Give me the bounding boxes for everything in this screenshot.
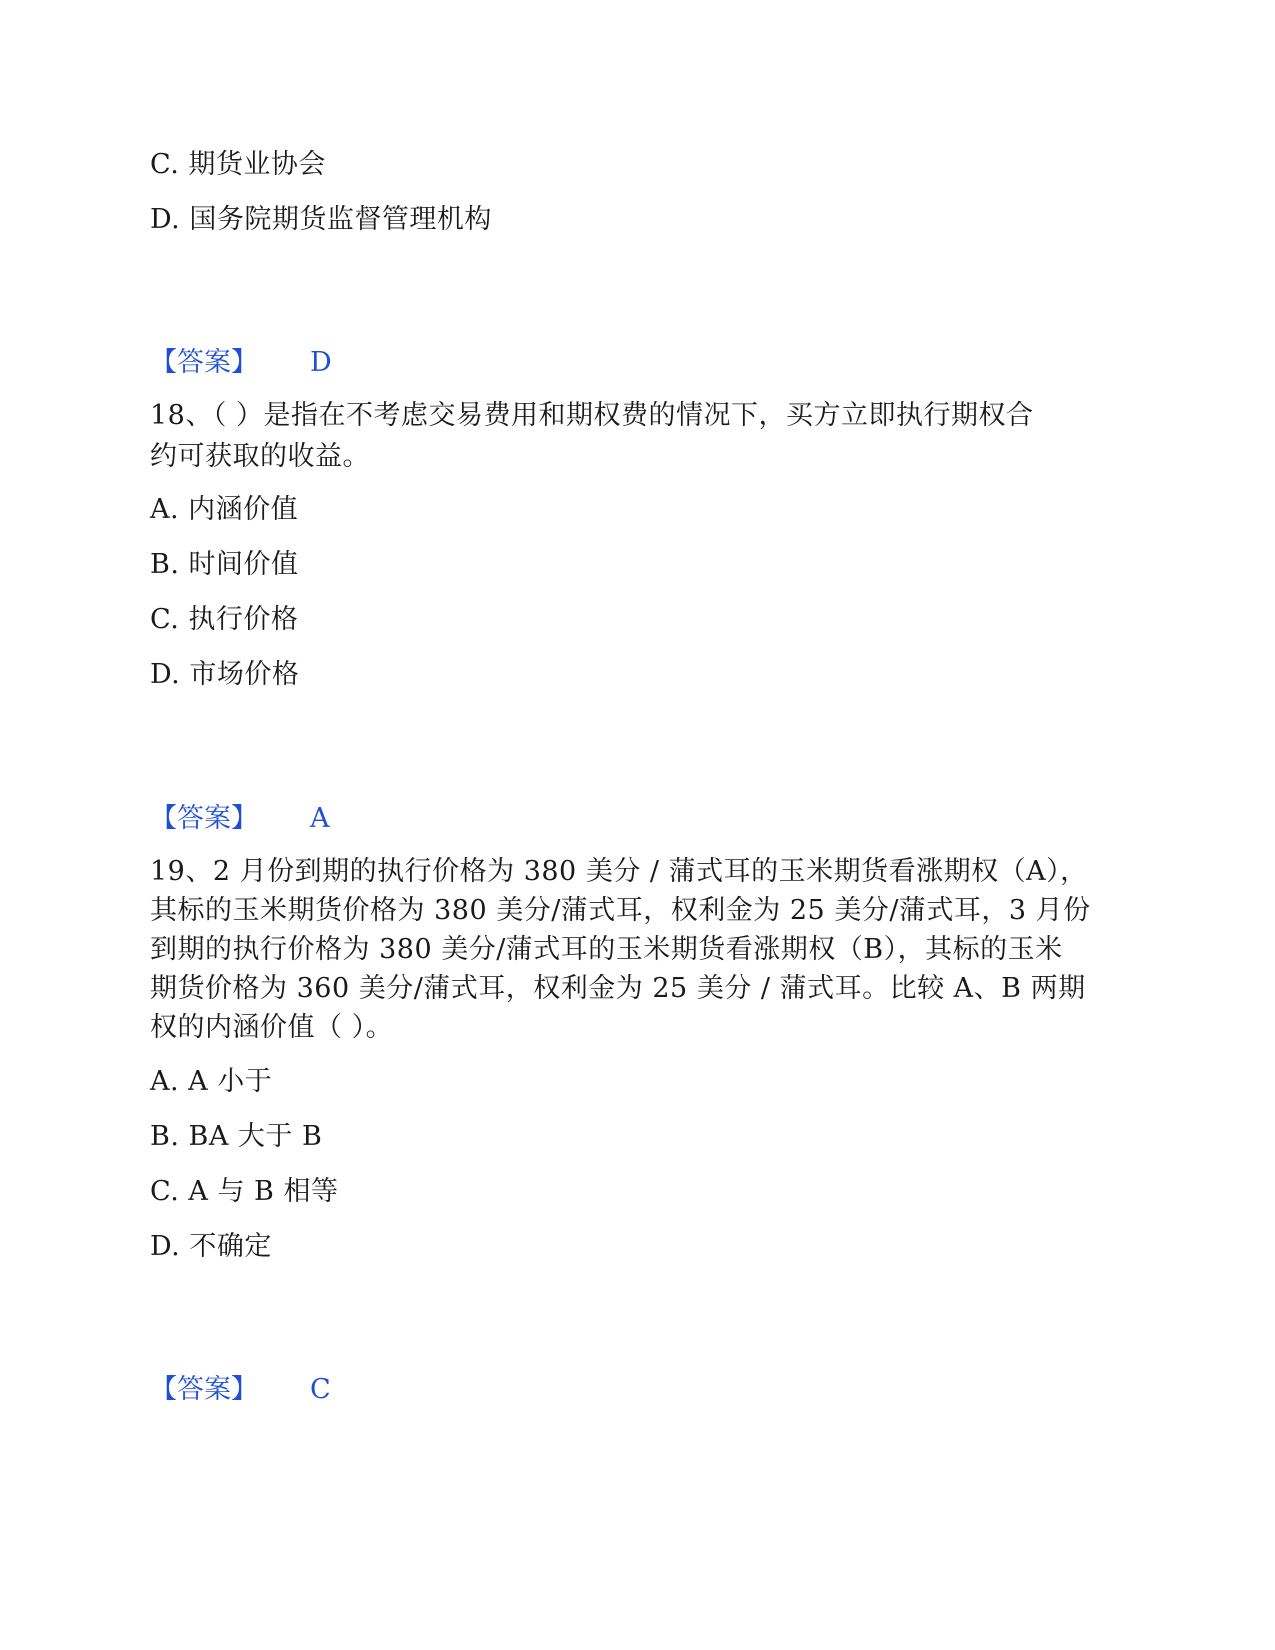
q18-option-b: B. 时间价值 [150,549,299,580]
q19-stem-line-1: 19、2 月份到期的执行价格为 380 美分 / 蒲式耳的玉米期货看涨期权（A）， [150,856,1088,887]
answer-label: 【答案】 [150,1374,258,1405]
q19-option-c: C. A 与 B 相等 [150,1176,339,1207]
q19-stem-line-5: 权的内涵价值（ ）。 [150,1012,394,1043]
answer-value: A [310,803,330,834]
q19-stem-line-2: 其标的玉米期货价格为 380 美分/蒲式耳，权利金为 25 美分/蒲式耳，3 月份 [150,895,1091,926]
q19-option-a: A. A 小于 [150,1066,273,1097]
answer-value: D [310,347,332,378]
q19-stem-line-4: 期货价格为 360 美分/蒲式耳，权利金为 25 美分 / 蒲式耳。比较 A、B 两期 [150,973,1086,1004]
q17-option-d: D. 国务院期货监督管理机构 [150,204,492,235]
q17-answer [150,343,332,383]
q18-option-a: A. 内涵价值 [150,494,299,525]
q19-stem-line-3: 到期的执行价格为 380 美分/蒲式耳的玉米期货看涨期权（B），其标的玉米 [150,934,1063,965]
q18-stem-line-2: 约可获取的收益。 [150,441,370,472]
q19-option-b: B. BA 大于 B [150,1121,323,1152]
q19-answer [150,1370,331,1410]
q19-option-d: D. 不确定 [150,1231,272,1262]
q18-option-c: C. 执行价格 [150,604,299,635]
answer-value: C [310,1374,331,1405]
q17-option-c: C. 期货业协会 [150,149,326,180]
answer-label: 【答案】 [150,347,258,378]
q18-option-d: D. 市场价格 [150,659,300,690]
q18-stem-line-1: 18、（ ）是指在不考虑交易费用和期权费的情况下，买方立即执行期权合 [150,400,1034,431]
q18-answer [150,799,330,839]
answer-label: 【答案】 [150,803,258,834]
